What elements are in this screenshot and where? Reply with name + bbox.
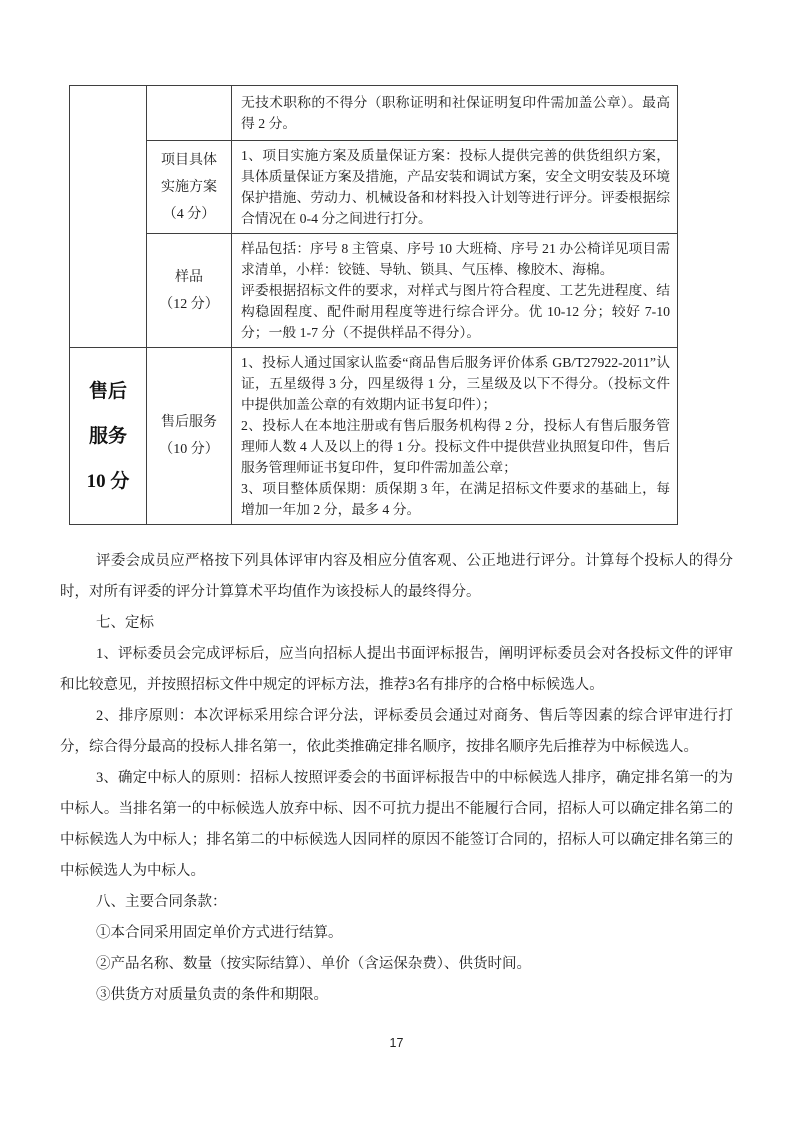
table-row-implementation-plan [70,141,678,234]
paragraph-award-2-ranking: 2、排序原则：本次评标采用综合评分法，评标委员会通过对商务、售后等因素的综合评审进行打分，综合得分最高的投标人排名第一，依此类推确定排名顺序，按排名顺序先后推荐为中标候选人。 [60,708,733,755]
criteria-text: 样品包括：序号 8 主管桌、序号 10 大班椅、序号 21 办公椅详见项目需求清单，小样：铰链、导轨、锁具、气压棒、橡胶木、海棉。 [241,241,670,277]
paragraph-award-1: 1、评标委员会完成评标后，应当向招标人提出书面评标报告，阐明评标委员会对各投标文件的评审和比较意见，并按照招标文件中规定的评标方法，推荐3名有排序的合格中标候选人。 [60,646,733,693]
paragraph-contract-term-2: ②产品名称、数量（按实际结算）、单价（含运保杂费）、供货时间。 [96,956,531,972]
body-text-block [60,546,733,1011]
item-cell-implementation-plan [147,141,232,234]
table-row-title-continuation [70,86,678,141]
criteria-text: 1、项目实施方案及质量保证方案：投标人提供完善的供货组织方案，具体质量保证方案及措施，产品安装和调试方案，安全文明安装及环境保护措施、劳动力、机械设备和材料投入计划等进行评分。评委根据综合情况在 0-4 分之间进行打分。 [241,148,670,226]
heading-section-8-contract-terms: 八、主要合同条款： [96,894,227,910]
criteria-cell [232,348,678,525]
paragraph-contract-term-3: ③供货方对质量负责的条件和期限。 [96,987,328,1003]
paragraph-scoring-rule: 评委会成员应严格按下列具体评审内容及相应分值客观、公正地进行评分。计算每个投标人的得分时，对所有评委的评分计算算术平均值作为该投标人的最终得分。 [60,553,733,600]
criteria-text: 3、项目整体质保期：质保期 3 年，在满足招标文件要求的基础上，每增加一年加 2 分，最多 4 分。 [241,481,670,517]
page-number: 17 [389,1036,404,1050]
item-cell-sample [147,234,232,348]
item-score-line: （4 分） [162,206,216,222]
criteria-text: 评委根据招标文件的要求，对样式与图片符合程度、工艺先进程度、结构稳固程度、配件耐用程度等进行综合评分。优 10-12 分；较好 7-10 分；一般 1-7 分（不提供样品不得分）。 [241,283,670,340]
criteria-cell [232,86,678,141]
item-label-line: 实施方案 [161,179,217,195]
item-cell-empty [147,86,232,141]
criteria-text: 无技术职称的不得分（职称证明和社保证明复印件需加盖公章）。最高得 2 分。 [241,95,670,131]
criteria-cell [232,234,678,348]
criteria-cell [232,141,678,234]
criteria-text: 2、投标人在本地注册或有售后服务机构得 2 分，投标人有售后服务管理师人数 4 人及以上的得 1 分。投标文件中提供营业执照复印件，售后服务管理师证书复印件，复印件需加盖公章； [241,418,670,475]
criteria-text: 1、投标人通过国家认监委“商品售后服务评价体系 GB/T27922-2011”认证，五星级得 3 分，四星级得 1 分，三星级及以下不得分。（投标文件中提供加盖公章的有效期内证书复印件）； [241,355,670,412]
paragraph-award-3-winner-principle: 3、确定中标人的原则：招标人按照评委会的书面评标报告中的中标候选人排序，确定排名第一的为中标人。当排名第一的中标候选人放弃中标、因不可抗力提出不能履行合同，招标人可以确定排名第二的中标候选人为中标人；排名第二的中标候选人因同样的原因不能签订合同的，招标人可以确定排名第三的中标候选人为中标人。 [60,770,733,879]
item-label-line: 售后服务 [161,415,217,430]
paragraph-contract-term-1: ①本合同采用固定单价方式进行结算。 [96,925,343,941]
heading-section-7-award: 七、定标 [96,615,154,631]
category-label-line: 服务 [88,425,127,447]
item-label-line: 项目具体 [161,152,217,168]
category-cell-after-sales [70,348,147,525]
item-score-line: （10 分） [159,442,219,457]
table-row-sample [70,234,678,348]
item-cell-after-sales [147,348,232,525]
item-label-line: 样品 [175,269,203,285]
item-score-line: （12 分） [159,296,219,312]
category-score-line: 10 分 [86,470,130,492]
evaluation-criteria-table [69,85,678,525]
category-label-line: 售后 [88,380,127,402]
category-cell-empty [70,86,147,348]
table-row-after-sales-service [70,348,678,525]
